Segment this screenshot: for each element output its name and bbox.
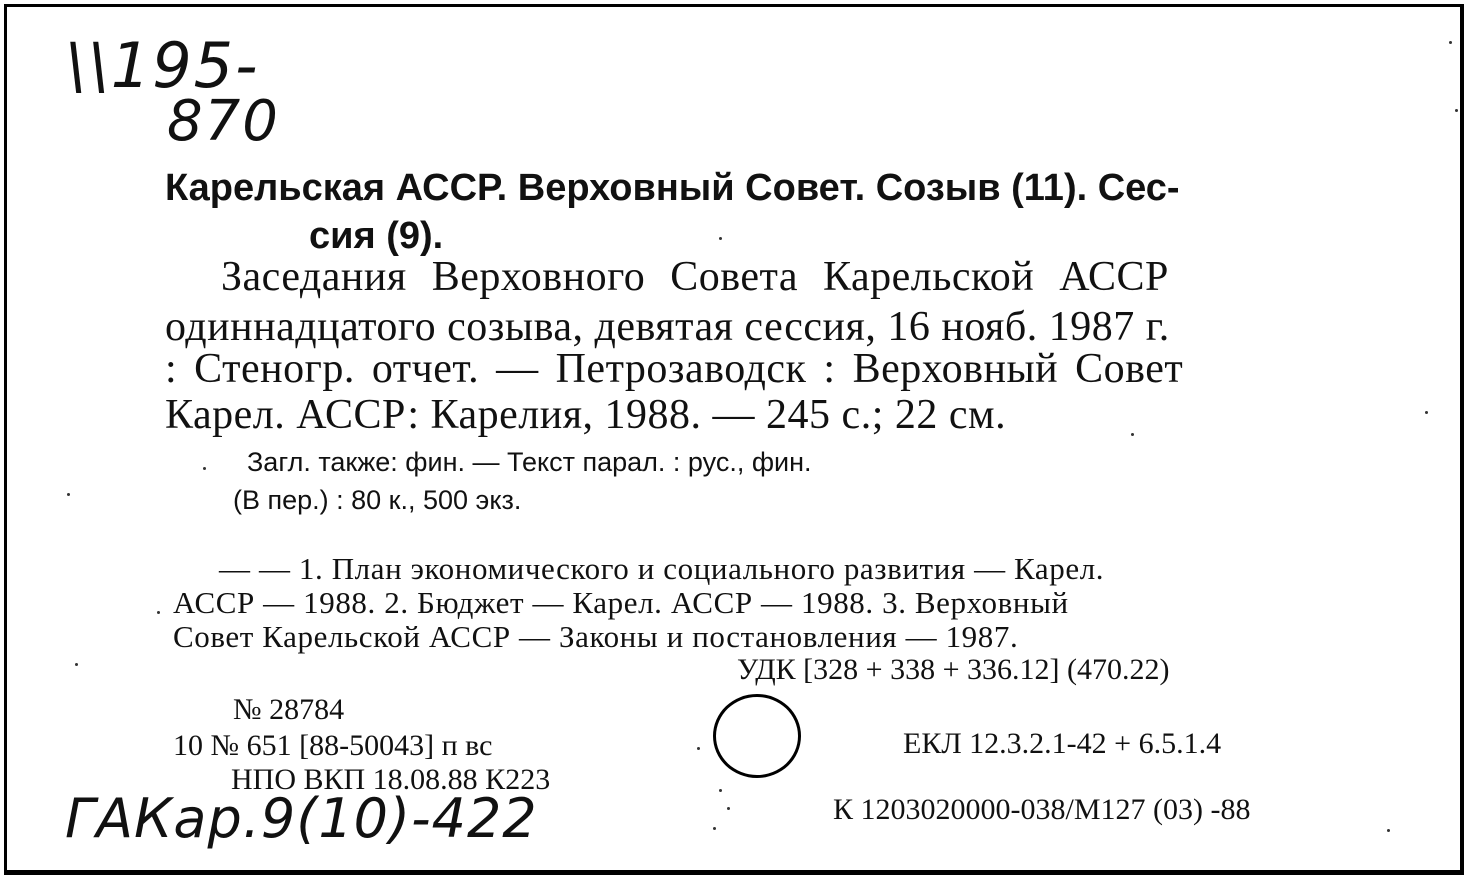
subjects-line-1: — — 1. План экономического и социального развития — Карел. xyxy=(219,551,1105,586)
catalog-card xyxy=(4,4,1464,875)
speck xyxy=(67,493,70,496)
printer-info: НПО ВКП 18.08.88 К223 xyxy=(231,763,551,796)
speck xyxy=(727,807,730,810)
title-line-4: Карел. АССР: Карелия, 1988. — 245 с.; 22 см. xyxy=(165,392,1007,438)
speck xyxy=(719,789,722,792)
speck xyxy=(1455,109,1458,112)
heading-line-2: сия (9). xyxy=(309,215,444,257)
handwritten-shelfmark-top: \\195- xyxy=(65,29,260,102)
order-number: 10 № 651 [88-50043] п вс xyxy=(173,729,493,762)
card-number: № 28784 xyxy=(233,693,345,726)
note-line-2: (В пер.) : 80 к., 500 экз. xyxy=(233,485,522,515)
speck xyxy=(157,611,160,614)
speck xyxy=(1449,41,1452,44)
title-line-2: одиннадцатого созыва, девятая сессия, 16 нояб. 1987 г. xyxy=(165,304,1170,350)
speck xyxy=(697,747,700,750)
speck xyxy=(1131,433,1134,436)
title-line-1: Заседания Верховного Совета Карельской АССР xyxy=(221,254,1169,300)
heading-line-1: Карельская АССР. Верховный Совет. Созыв (11). Сес- xyxy=(165,167,1180,209)
speck xyxy=(719,237,722,240)
handwritten-archive-mark: ГАКар.9(10)-422 xyxy=(65,787,538,850)
ekl-classification: ЕКЛ 12.3.2.1-42 + 6.5.1.4 xyxy=(903,727,1222,760)
speck xyxy=(75,663,78,666)
speck xyxy=(1425,411,1428,414)
speck xyxy=(713,827,716,830)
stamp-circle xyxy=(713,694,801,778)
note-line-1: Загл. также: фин. — Текст парал. : рус., фин. xyxy=(247,447,812,477)
udk-classification: УДК [328 + 338 + 336.12] (470.22) xyxy=(737,653,1170,686)
subjects-line-2: АССР — 1988. 2. Бюджет — Карел. АССР — 1988. 3. Верховный xyxy=(173,585,1069,620)
speck xyxy=(203,467,206,470)
publication-code: К 1203020000-038/М127 (03) -88 xyxy=(833,793,1251,826)
handwritten-shelfmark-number: 870 xyxy=(167,89,280,154)
speck xyxy=(1387,829,1390,832)
title-line-3: : Стеногр. отчет. — Петрозаводск : Верховный Совет xyxy=(165,346,1184,392)
subjects-line-3: Совет Карельской АССР — Законы и постановления — 1987. xyxy=(173,619,1019,654)
